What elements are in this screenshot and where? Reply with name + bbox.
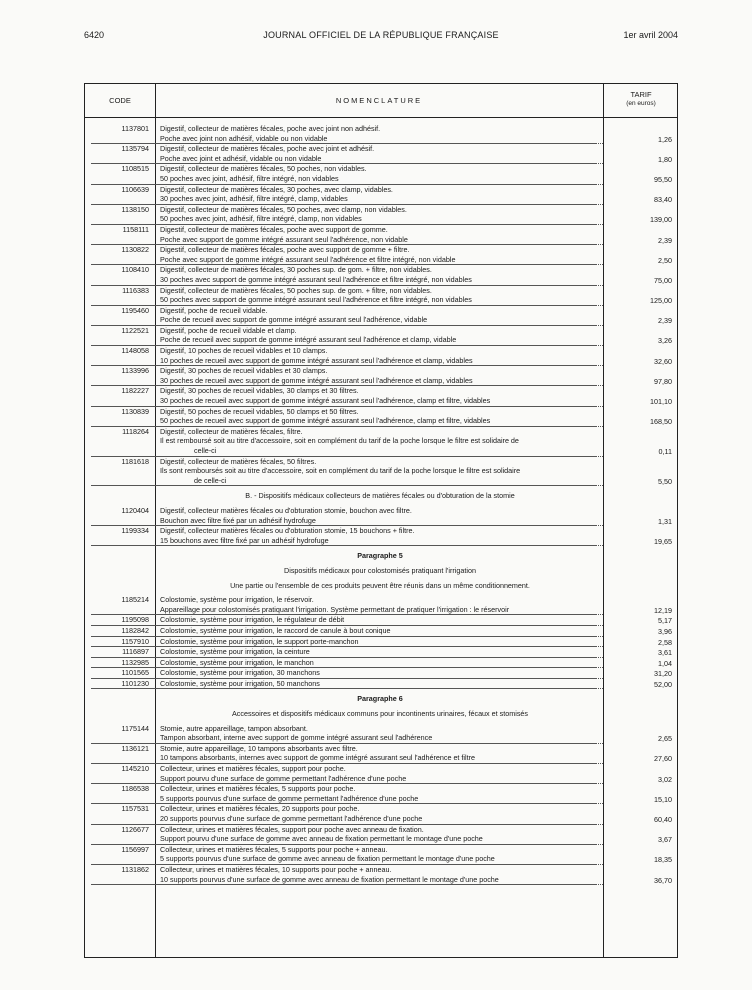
item-code: 1106639 xyxy=(121,184,149,194)
table-header xyxy=(85,84,677,118)
table-row xyxy=(85,595,677,615)
table-row xyxy=(85,804,677,824)
item-code: 1126677 xyxy=(121,824,149,834)
item-price: 139,00 xyxy=(650,215,672,225)
item-description xyxy=(155,245,603,265)
item-price: 3,26 xyxy=(658,336,672,346)
table-row xyxy=(85,744,677,764)
item-code: 1157531 xyxy=(121,804,149,814)
table-row xyxy=(85,457,677,487)
item-code: 1195098 xyxy=(121,615,149,625)
item-price: 60,40 xyxy=(654,815,672,824)
item-code: 1145210 xyxy=(121,764,149,774)
item-code: 1158111 xyxy=(122,224,149,234)
description-line: Poche avec joint non adhésif, vidable ou non vidable xyxy=(160,134,603,145)
item-code: 1120404 xyxy=(121,505,149,515)
row-separator xyxy=(91,884,596,885)
tarif-column-header xyxy=(604,90,678,108)
description-line: Poche avec support de gomme intégré assurant seul l'adhérence et filtre intégré, non vidable xyxy=(160,255,603,266)
item-code: 1186538 xyxy=(121,784,149,794)
table-row xyxy=(85,526,677,546)
description-line: 15 bouchons avec filtre fixé par un adhésif hydrofuge xyxy=(160,536,603,547)
item-price: 3,61 xyxy=(658,648,672,658)
item-price: 1,04 xyxy=(658,658,672,668)
description-line: Ils sont remboursés soit au titre d'accessoire, soit en complément du tarif de la poche lorsque le filtre est solidaire xyxy=(160,466,521,476)
table-row xyxy=(85,286,677,306)
item-description xyxy=(155,825,603,845)
item-code: 1136121 xyxy=(121,743,149,753)
item-price: 168,50 xyxy=(650,417,672,427)
table-row xyxy=(85,366,677,386)
item-description xyxy=(155,764,603,784)
journal-title: JOURNAL OFFICIEL DE LA RÉPUBLIQUE FRANÇAISE xyxy=(263,30,499,40)
item-code: 1137801 xyxy=(121,124,149,133)
item-code: 1116383 xyxy=(122,285,149,295)
table-row xyxy=(85,764,677,784)
item-description xyxy=(155,744,603,764)
description-line: Stomie, autre appareillage, 10 tampons absorbants avec filtre. xyxy=(160,743,358,753)
description-line: Digestif, collecteur de matières fécales, 30 poches, avec clamp, vidables. xyxy=(160,184,393,194)
item-price: 3,96 xyxy=(658,626,672,636)
description-line: Digestif, collecteur de matières fécales, poche avec support de gomme + filtre. xyxy=(160,245,410,255)
description-line: 50 poches de recueil avec support de gomme intégré assurant seul l'adhérence, clamp et filtre, vidables xyxy=(160,416,603,427)
paragraph-note: Une partie ou l'ensemble de ces produits peuvent être réunis dans un même conditionnement. xyxy=(230,580,530,590)
description-line: 5 supports pourvus d'une surface de gomme permettant l'adhérence d'une poche xyxy=(160,794,603,805)
description-line: 30 poches avec joint, adhésif, filtre intégré, clamp, vidables xyxy=(160,194,603,205)
description-line: 20 supports pourvus d'une surface de gomme permettant l'adhérence d'une poche xyxy=(160,814,603,825)
item-price: 97,80 xyxy=(654,376,672,386)
item-code: 1118264 xyxy=(122,426,149,436)
item-description xyxy=(155,346,603,366)
item-price: 36,70 xyxy=(654,875,672,885)
table-row xyxy=(85,164,677,184)
item-price: 0,11 xyxy=(658,447,672,456)
item-code: 1101230 xyxy=(121,678,149,688)
row-separator xyxy=(91,688,596,689)
item-description xyxy=(155,526,603,546)
table-row xyxy=(85,724,677,744)
description-line: Appareillage pour colostomisés pratiquant l'irrigation. Système permettant de pratiquer l'irrigation : le réservoir xyxy=(160,605,603,616)
item-code: 1130839 xyxy=(121,406,149,416)
description-line: Support pourvu d'une surface de gomme avec anneau de fixation permettant le montage d'une poche xyxy=(160,834,603,845)
item-price: 1,31 xyxy=(658,516,672,526)
paragraph-title: Paragraphe 6 xyxy=(357,694,403,704)
description-line: Digestif, collecteur de matières fécales, 50 poches, non vidables. xyxy=(160,164,367,174)
item-description xyxy=(155,366,603,386)
description-line: Collecteur, urines et matières fécales, 5 supports pour poche + anneau. xyxy=(160,844,388,854)
table-row xyxy=(85,144,677,164)
item-description xyxy=(155,144,603,164)
table-row xyxy=(85,626,677,637)
table-row xyxy=(85,647,677,658)
description-line: Colostomie, système pour irrigation, le réservoir. xyxy=(160,595,314,605)
paragraph-title: Paragraphe 5 xyxy=(357,551,403,561)
item-code: 1138150 xyxy=(121,204,149,214)
description-line: 10 tampons absorbants, internes avec support de gomme intégré assurant seul l'adhérence et filtre xyxy=(160,753,603,764)
description-line: Digestif, collecteur de matières fécales, poche avec support de gomme. xyxy=(160,224,388,234)
description-line: Digestif, 30 poches de recueil vidables, 30 clamps et 30 filtres. xyxy=(160,386,359,396)
item-price: 75,00 xyxy=(654,275,672,285)
table-row xyxy=(85,637,677,648)
table-row xyxy=(85,427,677,457)
table-row xyxy=(85,185,677,205)
item-description xyxy=(155,225,603,245)
paragraph-subtitle: Accessoires et dispositifs médicaux communs pour incontinents urinaires, fécaux et stomisés xyxy=(231,709,528,719)
table-row xyxy=(85,225,677,245)
item-code: 1156997 xyxy=(121,844,149,854)
description-line: Colostomie, système pour irrigation, la ceinture xyxy=(160,647,603,658)
item-code: 1122521 xyxy=(121,325,149,335)
description-line: Digestif, collecteur de matières fécales, filtre. xyxy=(160,426,303,436)
page-header xyxy=(84,30,678,44)
description-line: Il est remboursé soit au titre d'accessoire, soit en complément du tarif de la poche lorsque le filtre est solidaire de xyxy=(160,436,519,446)
item-code: 1130822 xyxy=(121,245,149,255)
table-row xyxy=(85,326,677,346)
item-code: 1175144 xyxy=(121,723,149,733)
item-description xyxy=(155,205,603,225)
item-code: 1157910 xyxy=(121,636,149,646)
description-line: Digestif, poche de recueil vidable et clamp. xyxy=(160,325,297,335)
paragraph-subtitle: Dispositifs médicaux pour colostomisés pratiquant l'irrigation xyxy=(284,565,476,575)
item-description xyxy=(155,784,603,804)
table-row xyxy=(85,845,677,865)
description-line: Digestif, collecteur de matières fécales, 50 filtres. xyxy=(160,456,317,466)
item-description xyxy=(155,164,603,184)
description-line: Collecteur, urines et matières fécales, support pour poche avec anneau de fixation. xyxy=(160,824,424,834)
item-code: 1199334 xyxy=(121,526,149,536)
description-line: de celle-ci xyxy=(160,476,603,487)
description-line: Digestif, 50 poches de recueil vidables, 50 clamps et 50 filtres. xyxy=(160,406,359,416)
item-description xyxy=(155,124,603,144)
description-line: 5 supports pourvus d'une surface de gomme avec anneau de fixation permettant le montage d'une poche xyxy=(160,854,603,865)
item-code: 1116897 xyxy=(122,647,149,657)
table-row xyxy=(85,386,677,406)
item-description xyxy=(155,326,603,346)
nomenclature-column-header: NOMENCLATURE xyxy=(335,96,423,105)
description-line: Collecteur, urines et matières fécales, 10 supports pour poche + anneau. xyxy=(160,864,392,874)
description-line: celle-ci xyxy=(160,446,603,457)
item-price: 125,00 xyxy=(650,296,672,306)
table-row xyxy=(85,679,677,690)
item-description xyxy=(155,457,603,487)
row-separator xyxy=(91,485,596,486)
code-column-header: CODE xyxy=(109,96,131,105)
item-price: 3,02 xyxy=(658,774,672,784)
item-code: 1131862 xyxy=(121,864,149,874)
description-line: Collecteur, urines et matières fécales, 20 supports pour poche. xyxy=(160,804,360,814)
publication-date: 1er avril 2004 xyxy=(623,30,678,40)
item-code: 1132985 xyxy=(121,657,149,667)
nomenclature-table xyxy=(84,83,678,958)
description-line: Colostomie, système pour irrigation, le support porte-manchon xyxy=(160,637,603,648)
table-row xyxy=(85,124,677,144)
description-line: 30 poches avec support de gomme intégré assurant seul l'adhérence et filtre intégré, non vidables xyxy=(160,275,603,286)
table-row xyxy=(85,668,677,679)
item-price: 31,20 xyxy=(654,669,672,679)
item-code: 1148058 xyxy=(121,346,149,356)
item-code: 1182227 xyxy=(121,386,149,396)
description-line: Colostomie, système pour irrigation, 50 manchons xyxy=(160,679,603,690)
table-row xyxy=(85,306,677,326)
item-price: 2,58 xyxy=(658,637,672,647)
item-price: 5,17 xyxy=(658,616,672,626)
item-price: 101,10 xyxy=(650,397,672,407)
item-price: 2,39 xyxy=(658,316,672,326)
item-price: 3,67 xyxy=(658,835,672,845)
table-row xyxy=(85,865,677,885)
item-code: 1195460 xyxy=(121,305,149,315)
item-price: 18,35 xyxy=(654,855,672,865)
item-description xyxy=(155,804,603,824)
item-price: 1,26 xyxy=(658,134,672,144)
item-description xyxy=(155,286,603,306)
item-description xyxy=(155,845,603,865)
description-line: Tampon absorbant, interne avec support de gomme intégré assurant seul l'adhérence xyxy=(160,733,603,744)
table-row xyxy=(85,245,677,265)
table-body xyxy=(85,124,677,885)
tarif-unit: (en euros) xyxy=(626,100,656,107)
description-line: 50 poches avec support de gomme intégré assurant seul l'adhérence et filtre intégré, non vidables xyxy=(160,295,603,306)
item-description xyxy=(155,724,603,744)
description-line: Digestif, 10 poches de recueil vidables et 10 clamps. xyxy=(160,346,328,356)
tarif-label: TARIF xyxy=(630,90,652,99)
table-row xyxy=(85,784,677,804)
table-row xyxy=(85,658,677,669)
item-description xyxy=(155,306,603,326)
item-code: 1185214 xyxy=(121,595,149,605)
item-price: 52,00 xyxy=(654,679,672,689)
description-line: Poche avec support de gomme intégré assurant seul l'adhérence, non vidable xyxy=(160,235,603,246)
item-code: 1108410 xyxy=(121,265,149,275)
description-line: Colostomie, système pour irrigation, le raccord de canule à bout conique xyxy=(160,626,603,637)
description-line: Digestif, collecteur matières fécales ou d'obturation stomie, 15 bouchons + filtre. xyxy=(160,526,415,536)
item-description xyxy=(155,427,603,457)
description-line: Digestif, poche de recueil vidable. xyxy=(160,305,268,315)
table-row xyxy=(85,615,677,626)
item-price: 95,50 xyxy=(654,174,672,184)
item-price: 2,39 xyxy=(658,235,672,245)
description-line: Collecteur, urines et matières fécales, 5 supports pour poche. xyxy=(160,784,356,794)
table-row xyxy=(85,346,677,366)
description-line: 30 poches de recueil avec support de gomme intégré assurant seul l'adhérence, clamp et filtre, vidables xyxy=(160,396,603,407)
item-price: 1,80 xyxy=(658,154,672,164)
description-line: Bouchon avec filtre fixé par un adhésif hydrofuge xyxy=(160,516,603,527)
item-code: 1181618 xyxy=(121,456,149,466)
item-code: 1108515 xyxy=(121,164,149,174)
item-price: 15,10 xyxy=(654,794,672,804)
item-code: 1101565 xyxy=(121,668,149,678)
item-price: 19,65 xyxy=(654,536,672,546)
description-line: Digestif, collecteur de matières fécales, poche avec joint non adhésif. xyxy=(160,124,381,133)
item-description xyxy=(155,595,603,615)
description-line: Collecteur, urines et matières fécales, support pour poche. xyxy=(160,764,346,774)
description-line: 50 poches avec joint, adhésif, filtre intégré, non vidables xyxy=(160,174,603,185)
description-line: Colostomie, système pour irrigation, le manchon xyxy=(160,658,603,669)
item-price: 12,19 xyxy=(654,605,672,615)
description-line: Digestif, collecteur de matières fécales, 30 poches sup. de gom. + filtre, non vidables. xyxy=(160,265,432,275)
description-line: Digestif, collecteur de matières fécales, 50 poches sup. de gom. + filtre, non vidables. xyxy=(160,285,432,295)
description-line: Digestif, collecteur de matières fécales, 50 poches, avec clamp, non vidables. xyxy=(160,204,407,214)
description-line: Poche de recueil avec support de gomme intégré assurant seul l'adhérence, vidable xyxy=(160,315,603,326)
item-price: 2,50 xyxy=(658,255,672,265)
section-heading: B. - Dispositifs médicaux collecteurs de matières fécales ou d'obturation de la stomie xyxy=(245,491,515,501)
description-line: Digestif, 30 poches de recueil vidables et 30 clamps. xyxy=(160,366,328,376)
description-line: Digestif, collecteur de matières fécales, poche avec joint et adhésif. xyxy=(160,144,375,154)
description-line: 50 poches avec joint, adhésif, filtre intégré, clamp, non vidables xyxy=(160,214,603,225)
description-line: 10 poches de recueil avec support de gomme intégré assurant seul l'adhérence et clamp, vidables xyxy=(160,356,603,367)
description-line: Colostomie, système pour irrigation, le régulateur de débit xyxy=(160,615,603,626)
row-separator xyxy=(91,545,596,546)
item-code: 1182842 xyxy=(121,625,149,635)
table-row xyxy=(85,265,677,285)
item-price: 27,60 xyxy=(654,754,672,764)
table-row xyxy=(85,825,677,845)
item-description xyxy=(155,185,603,205)
description-line: Stomie, autre appareillage, tampon absorbant. xyxy=(160,723,308,733)
item-price: 5,50 xyxy=(658,476,672,486)
description-line: Digestif, collecteur matières fécales ou d'obturation stomie, bouchon avec filtre. xyxy=(160,505,412,515)
description-line: Poche de recueil avec support de gomme intégré assurant seul l'adhérence et clamp, vidable xyxy=(160,335,603,346)
item-description xyxy=(155,865,603,885)
description-line: Colostomie, système pour irrigation, 30 manchons xyxy=(160,668,603,679)
description-line: 30 poches de recueil avec support de gomme intégré assurant seul l'adhérence et clamp, vidables xyxy=(160,376,603,387)
item-description xyxy=(155,386,603,406)
item-description xyxy=(155,265,603,285)
item-price: 83,40 xyxy=(654,195,672,205)
item-code: 1135794 xyxy=(121,144,149,154)
table-row xyxy=(85,407,677,427)
description-line: Support pourvu d'une surface de gomme permettant l'adhérence d'une poche xyxy=(160,774,603,785)
table-row xyxy=(85,205,677,225)
description-line: Poche avec joint et adhésif, vidable ou non vidable xyxy=(160,154,603,165)
page-number: 6420 xyxy=(84,30,105,40)
item-price: 32,60 xyxy=(654,356,672,366)
item-code: 1133996 xyxy=(121,366,149,376)
item-description xyxy=(155,506,603,526)
item-price: 2,65 xyxy=(658,734,672,744)
table-row xyxy=(85,506,677,526)
item-description xyxy=(155,407,603,427)
description-line: 10 supports pourvus d'une surface de gomme avec anneau de fixation permettant le montage d'une poche xyxy=(160,875,603,886)
